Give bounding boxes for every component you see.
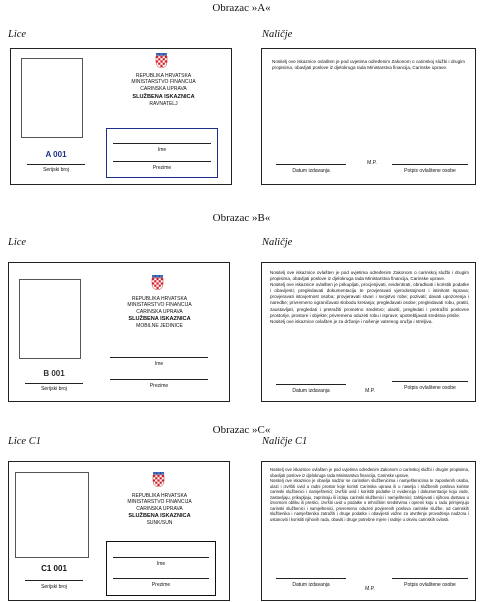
form-a-front-label: Lice [8, 29, 27, 40]
back-text [270, 270, 469, 325]
form-c-front-card [8, 461, 230, 601]
organization-header [107, 296, 212, 329]
form-b-back-label: Naličje [262, 237, 293, 248]
serial-number: A 001 [45, 150, 67, 159]
date-line [276, 164, 346, 165]
form-b-title: Obrazac »B« [212, 212, 271, 224]
date-label: Datum izdavanja [292, 582, 330, 588]
card-type: SLUŽBENA ISKAZNICA [128, 513, 191, 520]
back-text [272, 59, 465, 71]
serial-underline [25, 383, 83, 384]
back-paragraph-3: Nositelj ove iskaznice ovlašten je za držanje i nošenje vatrenog oružja i streljiva. [270, 318, 433, 324]
serial-underline [27, 164, 85, 165]
org-line-3: CARINSKA UPRAVA [136, 505, 183, 512]
stamp-label: M.P. [367, 160, 377, 166]
org-line-1: REPUBLIKA HRVATSKA [131, 296, 188, 302]
form-a-back-card [261, 48, 476, 185]
photo-area [19, 279, 81, 359]
surname-line [113, 578, 209, 579]
surname-label: Prezime [152, 165, 172, 171]
coat-of-arms-icon [152, 472, 165, 487]
signature-label: Potpis ovlaštene osobe [404, 582, 456, 588]
back-paragraph: Nositelj ove iskaznice ovlašten je pod uvjetima određenim Zakonom o carinskoj službi i drugim propisima, obavljati poslove iz djelokruga rada Ministarstva financija, Carinske uprave. [272, 59, 465, 71]
surname-label: Prezime [151, 582, 171, 588]
back-text [270, 467, 469, 522]
photo-area [21, 58, 83, 138]
date-label: Datum izdavanja [292, 388, 330, 394]
name-label: Ime [154, 361, 164, 367]
serial-label: Serijski broj [41, 386, 67, 392]
serial-label: Serijski broj [43, 167, 69, 173]
serial-number: B 001 [43, 369, 65, 378]
name-line [113, 557, 209, 558]
organization-header [107, 493, 212, 526]
serial-underline [25, 580, 83, 581]
org-line-3: CARINSKA UPRAVA [140, 85, 187, 92]
serial-number: C1 001 [41, 564, 67, 573]
card-type: SLUŽBENA ISKAZNICA [132, 94, 195, 101]
coat-of-arms-icon [155, 53, 168, 68]
surname-line [113, 161, 211, 162]
form-b-back-card [261, 262, 476, 402]
date-line [276, 384, 346, 385]
form-a-back-label: Naličje [262, 29, 293, 40]
form-c-back-card [261, 461, 476, 601]
name-line [110, 357, 208, 358]
org-line-2: MINISTARSTVO FINANCIJA [127, 499, 192, 506]
card-subtype: MOBILNE JEDINICE [136, 322, 183, 329]
signature-line [392, 578, 468, 579]
name-label: Ime [157, 147, 167, 153]
stamp-label: M.P. [365, 388, 375, 394]
card-subtype: RAVNATELJ [149, 100, 178, 107]
signature-label: Potpis ovlaštene osobe [404, 385, 456, 391]
name-box [106, 541, 216, 596]
surname-label: Prezime [149, 383, 169, 389]
back-paragraph-2: Nositelj ove iskaznice ovlašten je prikupljati, procjenjivati, evidentirati, obrađivati i koristiti podatke i obavijesti; pregledavati dokumentaciju te provjeravati vjerodostojnost i istinitost isprava; provjeravati istovjetnost osoba; provjeravati stvari i svojstvo robe; pozivati; davati upozorenja i naredbe; privremeno ograničavati slobodu kretanja; pregledavati osobe; pregledavati robu, pratiti, zaustavljati, pregledati i pretražiti prometno sredstvo; ulaziti, pregledati i pretražiti poslovne prostorije, prostore i objekte; privremeno oduzeti robu i isprave; upotrebljavati sredstva prisile. [270, 282, 469, 318]
card-type: SLUŽBENA ISKAZNICA [128, 316, 191, 323]
name-box [106, 128, 218, 178]
surname-line [110, 379, 208, 380]
form-b-front-card [8, 262, 230, 402]
organization-header [111, 73, 216, 107]
name-line [113, 143, 211, 144]
signature-line [392, 164, 468, 165]
date-label: Datum izdavanja [292, 168, 330, 174]
serial-label: Serijski broj [41, 584, 67, 590]
name-label: Ime [156, 561, 166, 567]
form-b-front-label: Lice [8, 237, 27, 248]
stamp-label: M.P. [365, 586, 375, 592]
signature-line [392, 381, 468, 382]
org-line-3: CARINSKA UPRAVA [136, 308, 183, 315]
form-c-front-label: Lice C1 [8, 436, 41, 447]
back-paragraph-2: Nositelj ove iskaznice je obavlja nadzor se carinskim službenicima i namještenicima te zaposlenih osoba, ulazi i izvršiti uvid u radni prostor koje koristi Carinska uprava ili u naselja i službenih poslova koriste carinski službenici i namještenici; izvršiti uvid i koristiti podatke iz evidencija i dokumentacije koju vode, zastavljaju, prikupljaju, zaprimaju ili izdaju carinski službenici i namještenici; zahtijevati i njihovu dostavu u izvornom obliku ili preslici, izvršiti uvid u podatke o tehničkim sredstvima i opremi koju u radu primjenjuju carinski službenici i namještenici, privremeno oduzeti povjerenih poslova carinske službe, od carinskih službenika i namještenika zatražiti i druge podatke i obavijesti važne za utvrđenje provođenja nadzora i ustanoviti i koristiti njihovih rada, obaviti i druge potrebne mjere i radnje u okviru carinskih ovlasti. [270, 478, 469, 522]
form-c-back-label: Naličje C1 [262, 436, 308, 447]
org-line-1: REPUBLIKA HRVATSKA [131, 493, 188, 499]
form-a-front-card [10, 48, 232, 185]
name-box [104, 345, 216, 395]
signature-label: Potpis ovlaštene osobe [404, 168, 456, 174]
coat-of-arms-icon [151, 275, 164, 290]
card-subtype: SUNK/SUN [146, 519, 173, 526]
photo-area [15, 472, 89, 558]
form-a-title: Obrazac »A« [212, 2, 271, 14]
date-line [276, 578, 346, 579]
form-c-title: Obrazac »C« [212, 424, 271, 436]
back-paragraph-1: Nositelj ove iskaznice ovlašten je pod uvjetima određenim Zakonom o carinskoj službi i drugim propisima, obavljati poslove iz djelokruga rada Ministarstva financija, Carinske uprave. [270, 270, 469, 282]
org-line-2: MINISTARSTVO FINANCIJA [131, 79, 196, 86]
back-paragraph-1: Nositelj ove iskaznice ovlašten je pod uvjetima određenim Zakonom o carinskoj službi i drugim propisima, obavljati poslove iz djelokruga rada Ministarstva financija, Carinske uprave. [270, 467, 469, 478]
org-line-1: REPUBLIKA HRVATSKA [135, 73, 192, 79]
org-line-2: MINISTARSTVO FINANCIJA [127, 302, 192, 309]
